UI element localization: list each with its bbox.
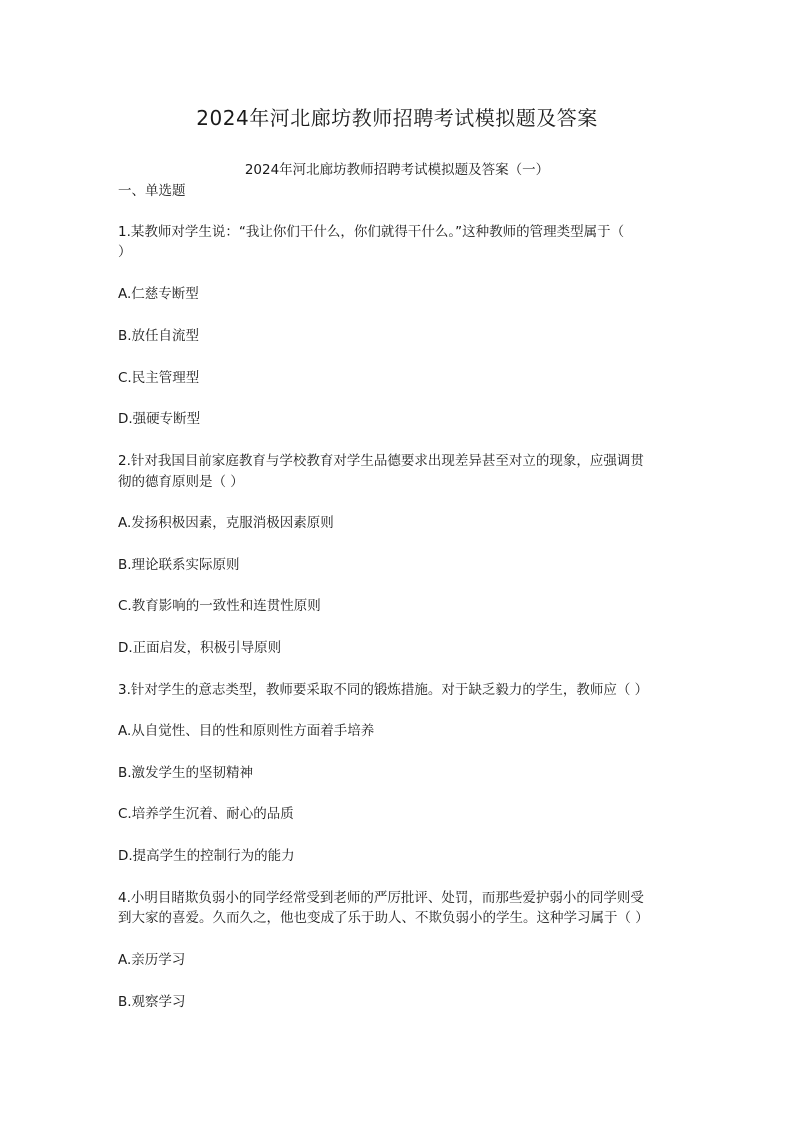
section-heading: 一、单选题 xyxy=(118,183,186,199)
document-title: 2024年河北廊坊教师招聘考试模拟题及答案 xyxy=(196,106,598,130)
question-1-option-c: C.民主管理型 xyxy=(118,370,200,386)
question-1-option-a: A.仁慈专断型 xyxy=(118,286,199,302)
question-3-option-a: A.从自觉性、目的性和原则性方面着手培养 xyxy=(118,723,375,739)
question-1-stem-line-1: 1.某教师对学生说：“我让你们干什么，你们就得干什么。”这种教师的管理类型属于（ xyxy=(118,224,625,240)
question-1-option-b: B.放任自流型 xyxy=(118,328,200,344)
question-4-option-a: A.亲历学习 xyxy=(118,952,186,968)
question-2-stem-line-1: 2.针对我国目前家庭教育与学校教育对学生品德要求出现差异甚至对立的现象，应强调贯 xyxy=(118,453,644,469)
question-3-option-b: B.激发学生的坚韧精神 xyxy=(118,765,254,781)
question-2-stem-line-2: 彻的德育原则是（ ） xyxy=(118,474,244,490)
question-2-option-b: B.理论联系实际原则 xyxy=(118,557,240,573)
question-2-option-d: D.正面启发，积极引导原则 xyxy=(118,640,282,656)
question-2-option-a: A.发扬积极因素，克服消极因素原则 xyxy=(118,515,334,531)
question-3-option-d: D.提高学生的控制行为的能力 xyxy=(118,848,295,864)
document-subtitle: 2024年河北廊坊教师招聘考试模拟题及答案（一） xyxy=(244,162,550,178)
question-1-stem-line-2: ） xyxy=(118,244,132,260)
question-3-stem: 3.针对学生的意志类型，教师要采取不同的锻炼措施。对于缺乏毅力的学生，教师应（ ） xyxy=(118,682,649,698)
question-2-option-c: C.教育影响的一致性和连贯性原则 xyxy=(118,598,321,614)
question-1-option-d: D.强硬专断型 xyxy=(118,411,201,427)
question-4-stem-line-1: 4.小明目睹欺负弱小的同学经常受到老师的严厉批评、处罚，而那些爱护弱小的同学则受 xyxy=(118,890,644,906)
question-4-option-b: B.观察学习 xyxy=(118,994,186,1010)
question-4-stem-line-2: 到大家的喜爱。久而久之，他也变成了乐于助人、不欺负弱小的学生。这种学习属于（ ） xyxy=(118,910,649,926)
question-3-option-c: C.培养学生沉着、耐心的品质 xyxy=(118,806,294,822)
